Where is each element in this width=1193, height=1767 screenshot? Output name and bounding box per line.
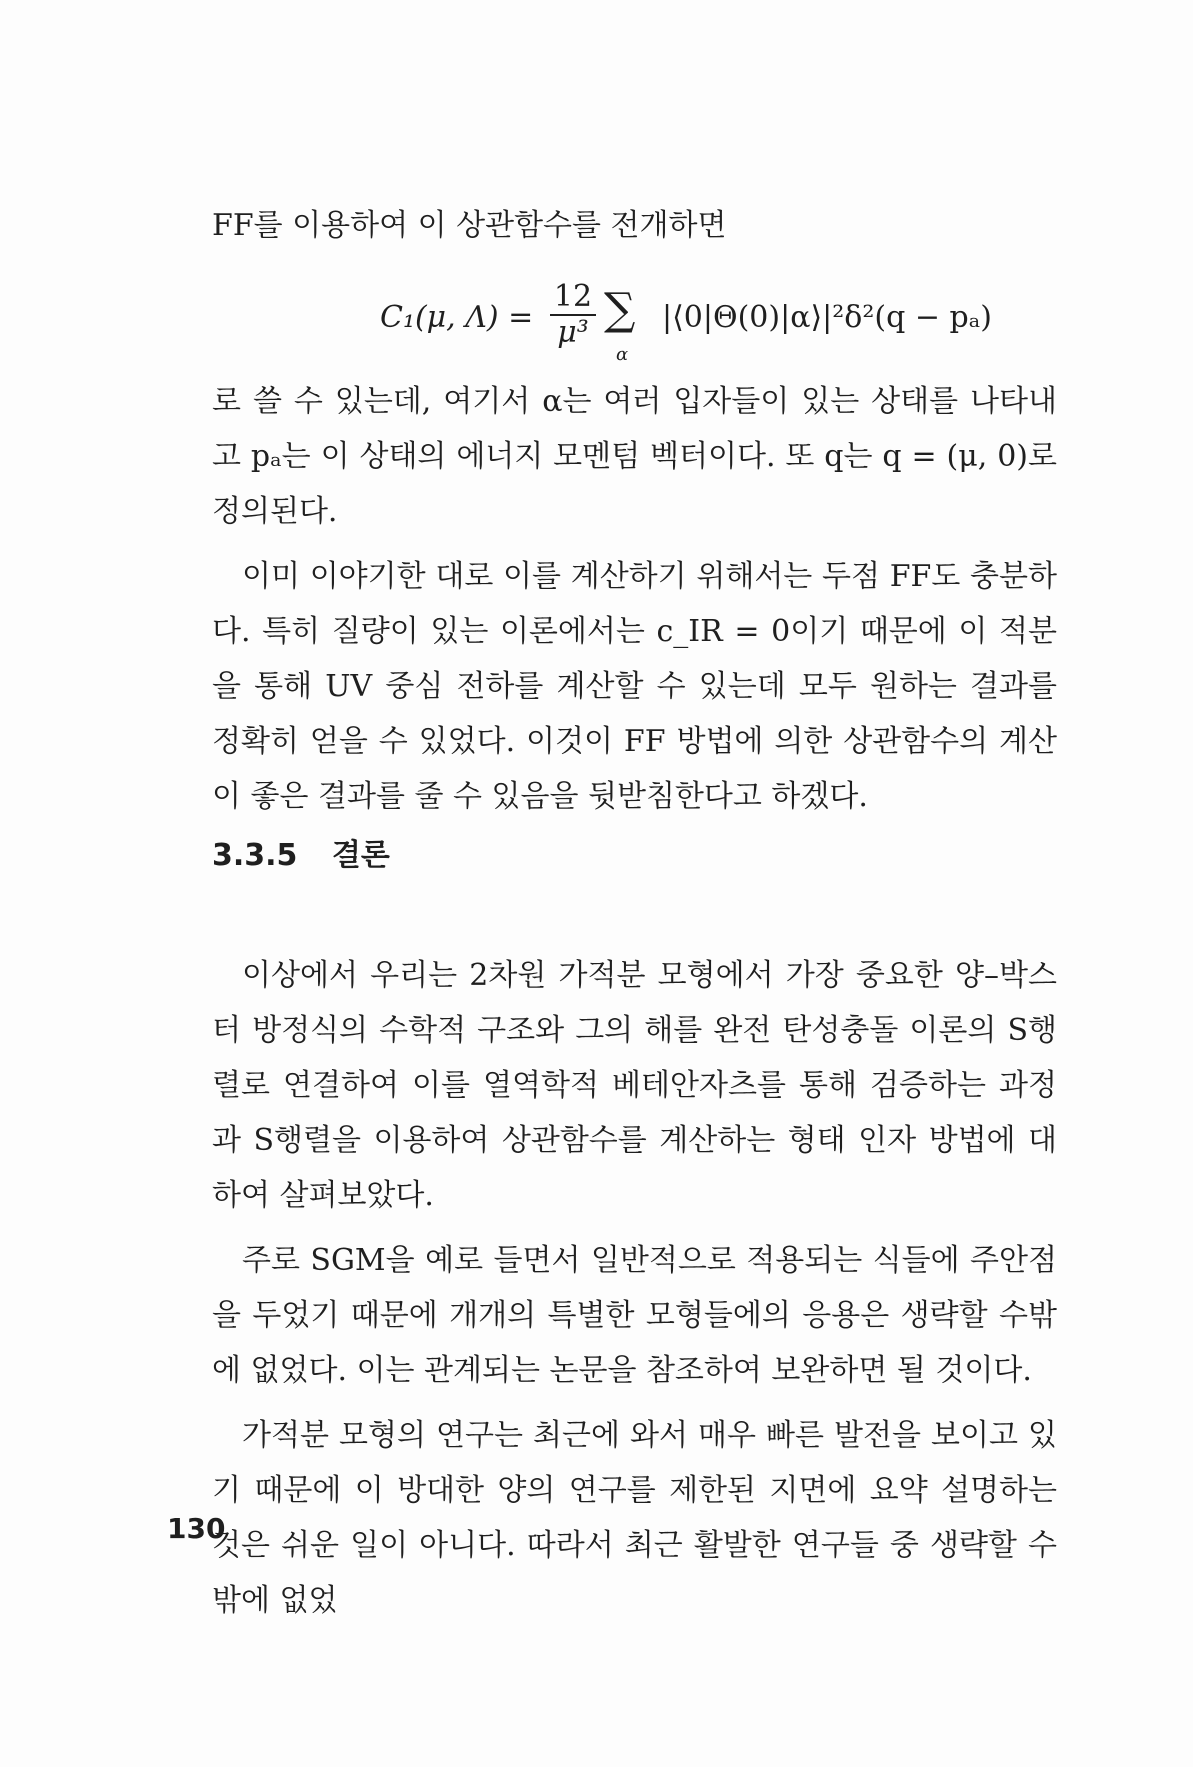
body-text-top — [212, 374, 1057, 824]
paragraph-4: 주로 SGM을 예로 들면서 일반적으로 적용되는 식들에 주안점을 두었기 때문에 개개의 특별한 모형들에의 응용은 생략할 수밖에 없었다. 이는 관계되는 논문을 참조하여 보완하면 될 것이다. — [212, 1243, 1057, 1388]
section-title: 결론 — [331, 838, 390, 873]
sum-symbol: ∑ — [604, 284, 636, 335]
equation-numerator: 12 — [553, 279, 593, 314]
correlation-equation — [380, 279, 1020, 365]
equation-denominator: μ³ — [557, 315, 589, 350]
equation-lhs: C₁(μ, Λ) = — [380, 300, 534, 335]
paragraph-1: 로 쓸 수 있는데, 여기서 α는 여러 입자들이 있는 상태를 나타내고 pₐ는 이 상태의 에너지 모멘텀 벡터이다. 또 q는 q = (μ, 0)로 정의된다. — [212, 384, 1057, 529]
body-text-bottom — [212, 948, 1057, 1628]
page-number: 130 — [167, 1512, 226, 1545]
intro-line: FF를 이용하여 이 상관함수를 전개하면 — [212, 208, 727, 243]
paragraph-3: 이상에서 우리는 2차원 가적분 모형에서 가장 중요한 양–박스터 방정식의 수학적 구조와 그의 해를 완전 탄성충돌 이론의 S행렬로 연결하여 이를 열역학적 베테안자츠를 통해 검증하는 과정과 S행렬을 이용하여 상관함수를 계산하는 형태 인자 방법에 대하여 살펴보았다. — [212, 958, 1057, 1213]
equation-fraction — [550, 279, 596, 350]
intro-text — [212, 198, 1057, 253]
section-heading — [212, 830, 390, 874]
equation-rhs: |⟨0|Θ(0)|α⟩|²δ²(q − pₐ) — [662, 300, 992, 335]
paragraph-2: 이미 이야기한 대로 이를 계산하기 위해서는 두점 FF도 충분하다. 특히 질량이 있는 이론에서는 c_IR = 0이기 때문에 이 적분을 통해 UV 중심 전하를 계산할 수 있는데 모두 원하는 결과를 정확히 얻을 수 있었다. 이것이 FF 방법에 의한 상관함수의 계산이 좋은 결과를 줄 수 있음을 뒷받침한다고 하겠다. — [212, 559, 1057, 814]
section-number: 3.3.5 — [212, 838, 298, 873]
sum-index: α — [616, 344, 629, 365]
paragraph-5: 가적분 모형의 연구는 최근에 와서 매우 빠른 발전을 보이고 있기 때문에 이 방대한 양의 연구를 제한된 지면에 요약 설명하는 것은 쉬운 일이 아니다. 따라서 최근 활발한 연구들 중 생략할 수밖에 없었 — [212, 1418, 1057, 1618]
